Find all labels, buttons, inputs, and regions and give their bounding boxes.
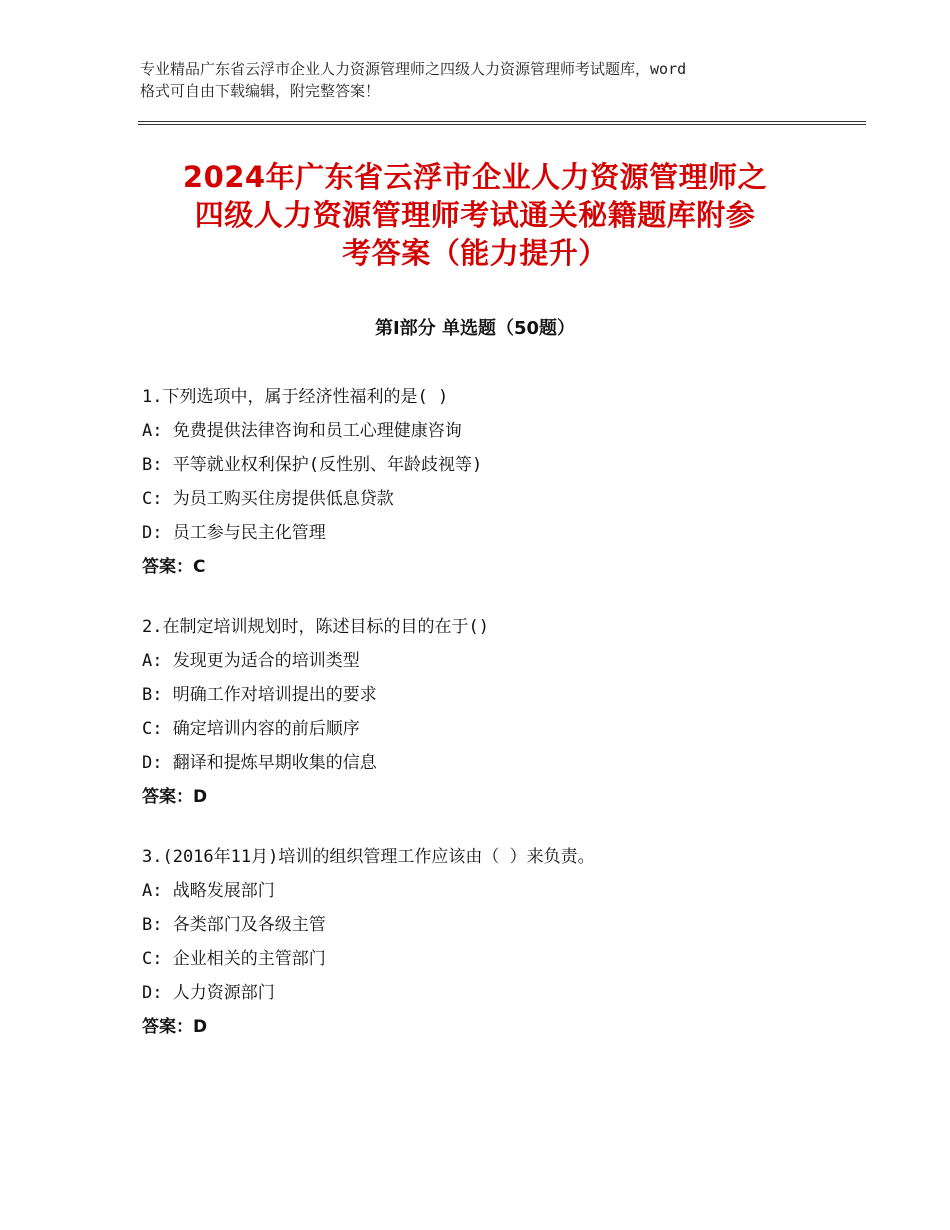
question-item bbox=[142, 840, 842, 1044]
answer-line: 答案：D bbox=[142, 787, 208, 807]
option-b: B: 明确工作对培训提出的要求 bbox=[142, 685, 377, 705]
section-title: 第Ⅰ部分 单选题（50题） bbox=[374, 318, 575, 339]
option-a: A: 发现更为适合的培训类型 bbox=[142, 651, 360, 671]
question-stem: 1.下列选项中，属于经济性福利的是( ) bbox=[142, 387, 449, 407]
option-b: B: 各类部门及各级主管 bbox=[142, 915, 326, 935]
header-note bbox=[140, 58, 820, 102]
header-divider bbox=[138, 121, 866, 122]
option-d: D: 人力资源部门 bbox=[142, 983, 275, 1003]
header-divider bbox=[138, 124, 866, 125]
option-c: C: 确定培训内容的前后顺序 bbox=[142, 719, 360, 739]
option-a: A: 免费提供法律咨询和员工心理健康咨询 bbox=[142, 421, 462, 441]
answer-line: 答案：C bbox=[142, 557, 206, 577]
title-line: 2024年广东省云浮市企业人力资源管理师之 bbox=[182, 160, 768, 194]
document-title bbox=[130, 158, 820, 272]
option-a: A: 战略发展部门 bbox=[142, 881, 275, 901]
header-note-line: 格式可自由下载编辑，附完整答案！ bbox=[140, 82, 381, 100]
question-list bbox=[142, 380, 842, 1070]
option-c: C: 为员工购买住房提供低息贷款 bbox=[142, 489, 394, 509]
option-d: D: 员工参与民主化管理 bbox=[142, 523, 326, 543]
title-line: 考答案（能力提升） bbox=[342, 236, 608, 270]
question-item bbox=[142, 610, 842, 814]
question-stem: 2.在制定培训规划时，陈述目标的目的在于() bbox=[142, 617, 489, 637]
option-b: B: 平等就业权利保护(反性别、年龄歧视等) bbox=[142, 455, 483, 475]
header-note-line: 专业精品广东省云浮市企业人力资源管理师之四级人力资源管理师考试题库，word bbox=[140, 60, 687, 78]
title-line: 四级人力资源管理师考试通关秘籍题库附参 bbox=[194, 198, 756, 232]
option-c: C: 企业相关的主管部门 bbox=[142, 949, 326, 969]
answer-line: 答案：D bbox=[142, 1017, 208, 1037]
question-stem: 3.(2016年11月)培训的组织管理工作应该由（ ）来负责。 bbox=[142, 847, 595, 867]
question-item bbox=[142, 380, 842, 584]
option-d: D: 翻译和提炼早期收集的信息 bbox=[142, 753, 377, 773]
